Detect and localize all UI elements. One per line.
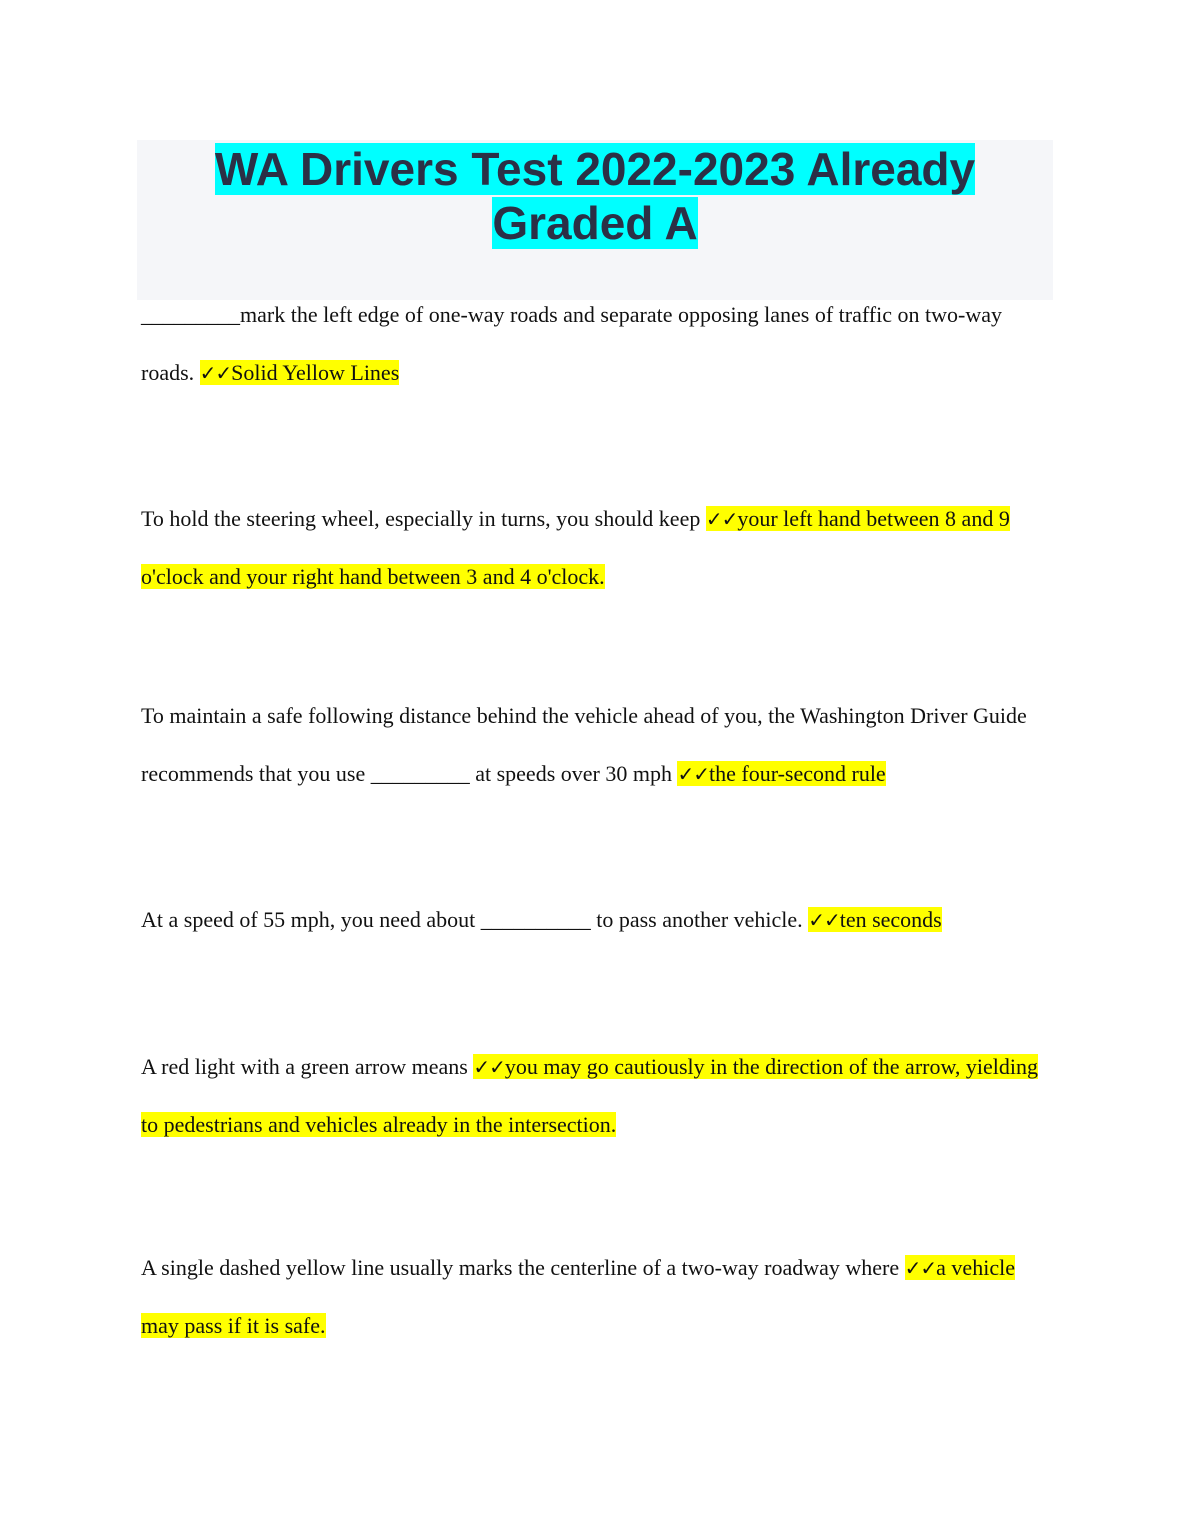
- answer-text: your left hand between 8 and 9 o'clock and your right hand between 3 and 4 o'clock.: [141, 506, 1010, 589]
- answer-highlight: [200, 360, 400, 385]
- double-checkmark-icon: ✓✓: [473, 1055, 505, 1079]
- question-text: To maintain a safe following distance behind the vehicle ahead of you, the Washington Driver Guide recommends that you use _________ at speeds over 30 mph: [141, 703, 1027, 786]
- answer-highlight: [808, 907, 942, 932]
- page-title: [137, 140, 1053, 250]
- page-title-text: WA Drivers Test 2022-2023 Already Graded A: [214, 143, 976, 249]
- qa-item-4: [141, 891, 1053, 949]
- double-checkmark-icon: ✓✓: [808, 908, 840, 932]
- qa-item-6: [141, 1239, 1053, 1355]
- qa-item-5: [141, 1038, 1053, 1154]
- question-text: A red light with a green arrow means: [141, 1054, 468, 1079]
- question-text: To hold the steering wheel, especially in turns, you should keep: [141, 506, 701, 531]
- question-text: At a speed of 55 mph, you need about __________ to pass another vehicle.: [141, 907, 803, 932]
- double-checkmark-icon: ✓✓: [705, 507, 738, 531]
- qa-item-3: [141, 687, 1053, 803]
- double-checkmark-icon: ✓✓: [199, 361, 232, 385]
- question-text: A single dashed yellow line usually marks the centerline of a two-way roadway where: [141, 1255, 900, 1280]
- question-text: _________mark the left edge of one-way roads and separate opposing lanes of traffic on two-way roads.: [141, 302, 1002, 385]
- double-checkmark-icon: ✓✓: [904, 1256, 937, 1280]
- answer-text: you may go cautiously in the direction of the arrow, yielding to pedestrians and vehicles already in the intersection.: [141, 1054, 1039, 1137]
- title-block: [137, 140, 1053, 300]
- answer-text: a vehicle may pass if it is safe.: [141, 1255, 1015, 1338]
- qa-item-2: [141, 490, 1053, 606]
- answer-highlight: [677, 761, 885, 786]
- double-checkmark-icon: ✓✓: [677, 762, 709, 786]
- qa-item-1: [141, 286, 1053, 402]
- answer-text: ten seconds: [839, 907, 942, 932]
- answer-text: Solid Yellow Lines: [231, 360, 400, 385]
- answer-text: the four-second rule: [708, 761, 886, 786]
